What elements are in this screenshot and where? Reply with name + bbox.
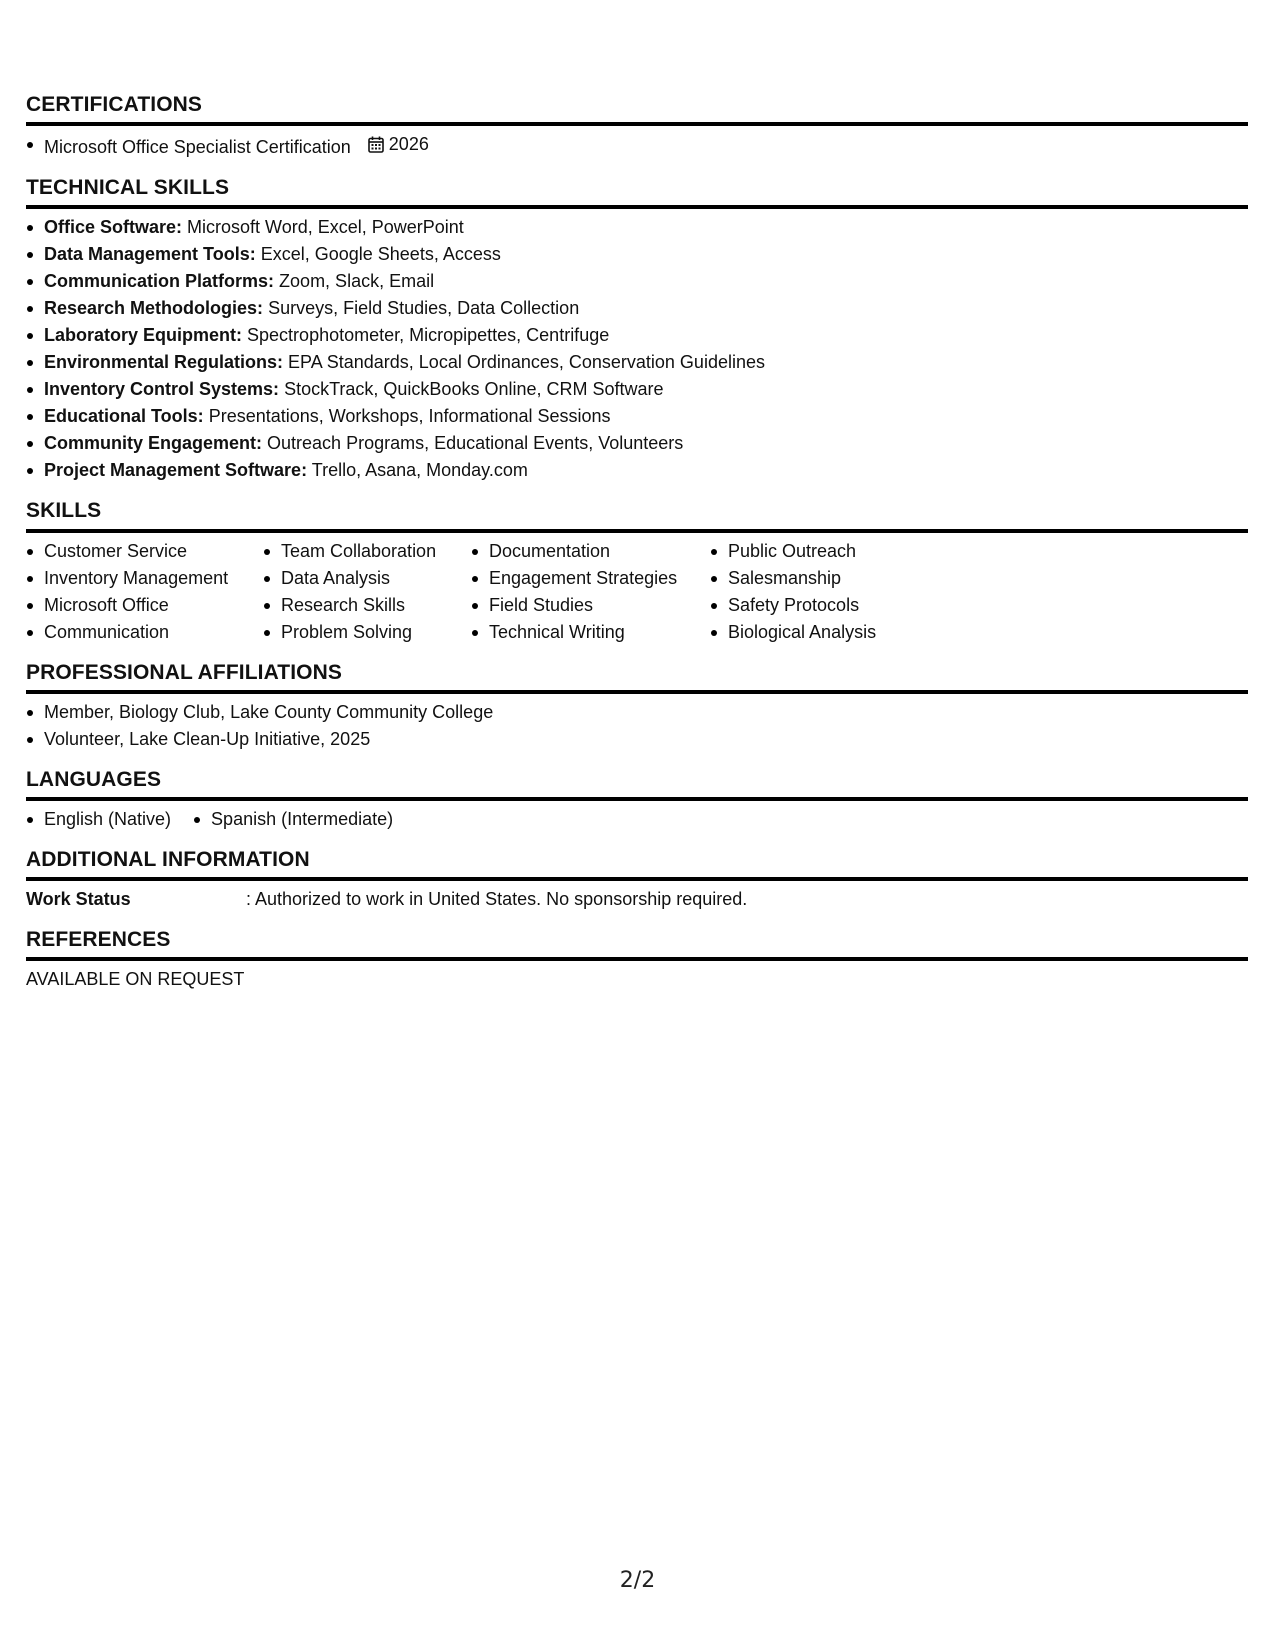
technical-skill-value: Outreach Programs, Educational Events, Volunteers [267,433,684,454]
skills-column-1 [26,538,263,646]
skill-item: Research Skills [263,592,471,619]
language-item: Spanish (Intermediate) [193,806,393,833]
certification-year: 2026 [388,134,429,155]
technical-skill-label: Environmental Regulations: [44,352,284,373]
skill-item: Engagement Strategies [471,565,710,592]
technical-skill-item [26,376,1248,403]
technical-skill-label: Inventory Control Systems: [44,379,280,400]
work-status-label: Work Status [26,889,131,910]
technical-skill-label: Project Management Software: [44,460,308,481]
work-status-value: : Authorized to work in United States. No sponsorship required. [246,889,748,910]
technical-skill-value: Surveys, Field Studies, Data Collection [268,298,580,319]
languages-section [26,767,1248,847]
skill-item: Microsoft Office [26,592,263,619]
skill-item: Safety Protocols [710,592,950,619]
technical-skill-item [26,241,1248,268]
skill-item: Field Studies [471,592,710,619]
affiliations-heading: PROFESSIONAL AFFILIATIONS [26,660,1248,694]
skills-section [26,498,1248,659]
skill-item: Team Collaboration [263,538,471,565]
affiliations-content [26,694,1248,767]
language-item: English (Native) [26,806,171,833]
technical-skill-value: Excel, Google Sheets, Access [260,244,501,265]
skill-item: Salesmanship [710,565,950,592]
technical-skill-value: Presentations, Workshops, Informational Sessions [208,406,611,427]
skill-item: Public Outreach [710,538,950,565]
work-status-row [26,886,1248,913]
technical-skills-list [26,214,1248,484]
technical-skill-item [26,403,1248,430]
technical-skill-item [26,214,1248,241]
technical-skill-label: Research Methodologies: [44,298,264,319]
affiliations-section [26,660,1248,767]
technical-skill-item [26,268,1248,295]
skill-item: Data Analysis [263,565,471,592]
references-content [26,961,1248,1007]
affiliation-item: Member, Biology Club, Lake County Community College [26,699,1248,726]
skills-heading: SKILLS [26,498,1248,532]
affiliations-list [26,699,1248,753]
technical-skills-section [26,175,1248,498]
technical-skill-label: Laboratory Equipment: [44,325,243,346]
skill-item: Communication [26,619,263,646]
resume-page [26,92,1248,1007]
skill-item: Biological Analysis [710,619,950,646]
certification-name: Microsoft Office Specialist Certification [44,137,351,158]
technical-skill-label: Community Engagement: [44,433,263,454]
technical-skill-label: Educational Tools: [44,406,204,427]
technical-skill-value: Microsoft Word, Excel, PowerPoint [187,217,464,238]
certification-item [26,131,1248,161]
additional-info-heading: ADDITIONAL INFORMATION [26,847,1248,881]
references-section [26,927,1248,1007]
skill-item: Inventory Management [26,565,263,592]
calendar-icon [368,136,384,153]
technical-skill-value: Zoom, Slack, Email [279,271,435,292]
certifications-content [26,126,1248,175]
technical-skill-label: Office Software: [44,217,183,238]
technical-skill-value: Trello, Asana, Monday.com [311,460,528,481]
technical-skills-content [26,209,1248,498]
additional-info-section [26,847,1248,927]
technical-skill-item [26,322,1248,349]
skills-grid [26,533,1248,660]
references-heading: REFERENCES [26,927,1248,961]
technical-skill-item [26,295,1248,322]
languages-list [26,806,1248,833]
skills-column-3 [471,538,710,646]
references-text: AVAILABLE ON REQUEST [26,969,245,990]
skill-item: Problem Solving [263,619,471,646]
languages-content [26,801,1248,847]
certifications-list [26,131,1248,161]
page-number: 2/2 [619,1568,656,1593]
certifications-heading: CERTIFICATIONS [26,92,1248,126]
affiliation-item: Volunteer, Lake Clean-Up Initiative, 2025 [26,726,1248,753]
technical-skill-item [26,457,1248,484]
technical-skill-item [26,349,1248,376]
skills-column-2 [263,538,471,646]
skill-item: Documentation [471,538,710,565]
certification-date [368,131,429,158]
technical-skill-item [26,430,1248,457]
certifications-section [26,92,1248,175]
technical-skill-value: Spectrophotometer, Micropipettes, Centrifuge [247,325,610,346]
additional-info-content [26,881,1248,927]
languages-heading: LANGUAGES [26,767,1248,801]
technical-skills-heading: TECHNICAL SKILLS [26,175,1248,209]
skills-column-4 [710,538,950,646]
skill-item: Customer Service [26,538,263,565]
technical-skill-label: Data Management Tools: [44,244,256,265]
technical-skill-value: EPA Standards, Local Ordinances, Conservation Guidelines [288,352,765,373]
technical-skill-value: StockTrack, QuickBooks Online, CRM Software [284,379,664,400]
technical-skill-label: Communication Platforms: [44,271,275,292]
skill-item: Technical Writing [471,619,710,646]
